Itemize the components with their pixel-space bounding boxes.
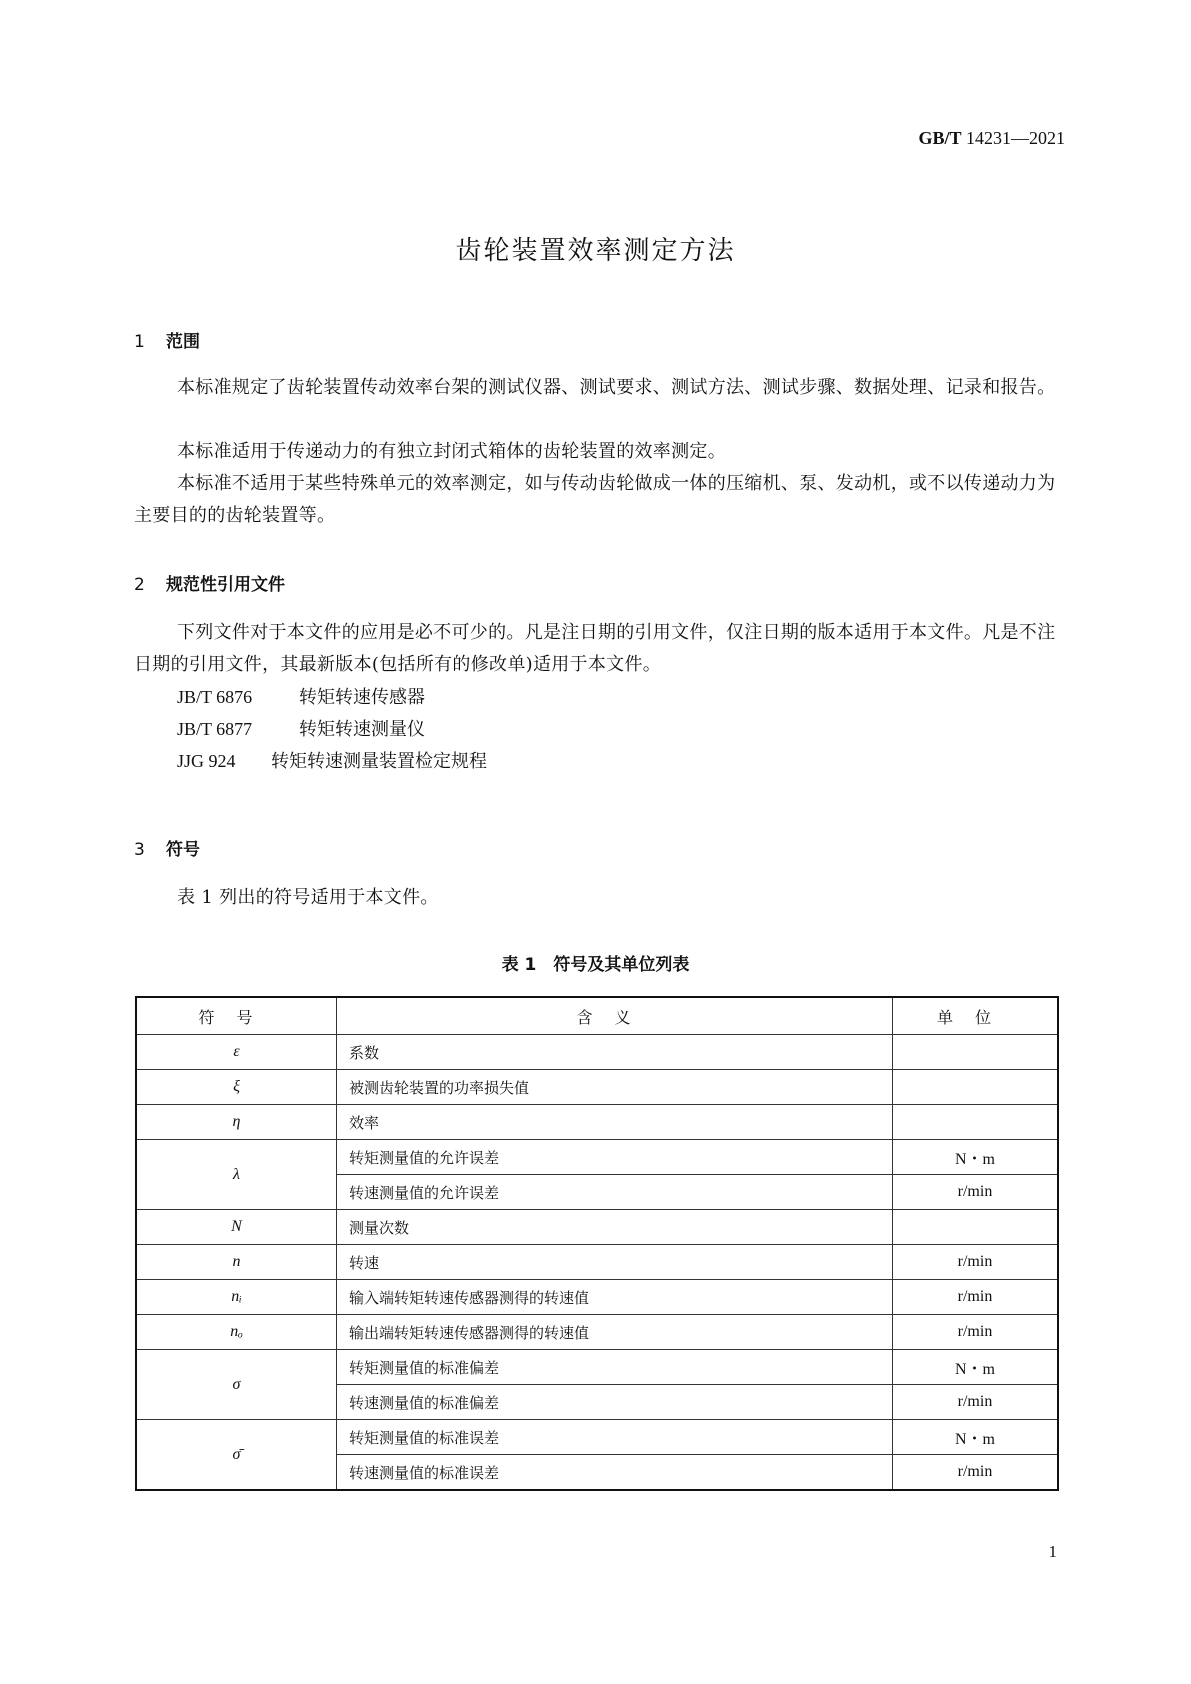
standard-code: 14231—2021 bbox=[966, 128, 1065, 148]
reference-code: JB/T 6877 bbox=[177, 719, 253, 739]
document-title: 齿轮装置效率测定方法 bbox=[455, 236, 736, 266]
unit-cell: r/min bbox=[893, 1175, 1059, 1210]
standard-number bbox=[918, 128, 1065, 149]
paragraph: 下列文件对于本文件的应用是必不可少的。凡是注日期的引用文件，仅注日期的版本适用于本文件。凡是不注日期的引用文件，其最新版本(包括所有的修改单)适用于本文件。 bbox=[134, 622, 1056, 675]
section-number: 1 bbox=[134, 332, 145, 352]
symbol-cell: ε bbox=[136, 1035, 337, 1070]
unit-cell: r/min bbox=[893, 1315, 1059, 1350]
unit-cell bbox=[893, 1105, 1059, 1140]
meaning-cell: 输入端转矩转速传感器测得的转速值 bbox=[337, 1280, 893, 1315]
page-number: 1 bbox=[1048, 1542, 1057, 1561]
section-3-heading bbox=[134, 835, 200, 860]
table-row bbox=[136, 1420, 1058, 1455]
meaning-cell: 转速测量值的允许误差 bbox=[337, 1175, 893, 1210]
meaning-cell: 系数 bbox=[337, 1035, 893, 1070]
reference-name: 转矩转速测量装置检定规程 bbox=[271, 751, 487, 772]
meaning-cell: 转速测量值的标准偏差 bbox=[337, 1385, 893, 1420]
table-row bbox=[136, 1105, 1058, 1140]
symbol-cell: σ̄ bbox=[136, 1420, 337, 1491]
header-meaning: 含义 bbox=[337, 997, 893, 1035]
reference-name: 转矩转速传感器 bbox=[299, 687, 425, 708]
unit-cell bbox=[893, 1035, 1059, 1070]
meaning-cell: 被测齿轮装置的功率损失值 bbox=[337, 1070, 893, 1105]
unit-cell: r/min bbox=[893, 1245, 1059, 1280]
reference-item bbox=[177, 745, 487, 778]
section-title: 范围 bbox=[166, 332, 200, 352]
table-row bbox=[136, 1315, 1058, 1350]
section-title: 符号 bbox=[166, 840, 200, 860]
symbols-table bbox=[135, 996, 1059, 1491]
header-unit: 单位 bbox=[893, 997, 1059, 1035]
meaning-cell: 效率 bbox=[337, 1105, 893, 1140]
meaning-cell: 输出端转矩转速传感器测得的转速值 bbox=[337, 1315, 893, 1350]
paragraph: 本标准规定了齿轮装置传动效率台架的测试仪器、测试要求、测试方法、测试步骤、数据处理、记录和报告。 bbox=[177, 377, 1056, 398]
header-symbol: 符号 bbox=[136, 997, 337, 1035]
reference-code: JB/T 6876 bbox=[177, 687, 253, 707]
standard-prefix: GB/T bbox=[918, 128, 962, 148]
unit-cell: r/min bbox=[893, 1280, 1059, 1315]
table-row bbox=[136, 1245, 1058, 1280]
unit-cell: N・m bbox=[893, 1350, 1059, 1385]
table-caption: 表 1 符号及其单位列表 bbox=[501, 955, 690, 975]
symbol-cell: nₒ bbox=[136, 1315, 337, 1350]
symbol-cell: n bbox=[136, 1245, 337, 1280]
section-2-heading bbox=[134, 570, 285, 595]
symbol-cell: η bbox=[136, 1105, 337, 1140]
table-row bbox=[136, 1280, 1058, 1315]
section-1-heading bbox=[134, 327, 200, 352]
unit-cell: N・m bbox=[893, 1140, 1059, 1175]
paragraph: 本标准适用于传递动力的有独立封闭式箱体的齿轮装置的效率测定。 bbox=[177, 441, 726, 462]
meaning-cell: 测量次数 bbox=[337, 1210, 893, 1245]
meaning-cell: 转速 bbox=[337, 1245, 893, 1280]
unit-cell: r/min bbox=[893, 1455, 1059, 1491]
unit-cell: r/min bbox=[893, 1385, 1059, 1420]
paragraph: 本标准不适用于某些特殊单元的效率测定，如与传动齿轮做成一体的压缩机、泵、发动机，或不以传递动力为主要目的的齿轮装置等。 bbox=[134, 473, 1056, 526]
section-number: 2 bbox=[134, 575, 145, 595]
meaning-cell: 转矩测量值的标准偏差 bbox=[337, 1350, 893, 1385]
section-title: 规范性引用文件 bbox=[166, 575, 285, 595]
table-row bbox=[136, 1210, 1058, 1245]
paragraph: 表 1 列出的符号适用于本文件。 bbox=[177, 887, 439, 908]
reference-item bbox=[177, 713, 425, 746]
table-row bbox=[136, 1350, 1058, 1385]
symbol-cell: σ bbox=[136, 1350, 337, 1420]
table-header-row bbox=[136, 997, 1058, 1035]
unit-cell bbox=[893, 1210, 1059, 1245]
reference-item bbox=[177, 681, 425, 714]
unit-cell: N・m bbox=[893, 1420, 1059, 1455]
meaning-cell: 转矩测量值的标准误差 bbox=[337, 1420, 893, 1455]
symbol-cell: nᵢ bbox=[136, 1280, 337, 1315]
symbol-cell: λ bbox=[136, 1140, 337, 1210]
unit-cell bbox=[893, 1070, 1059, 1105]
meaning-cell: 转矩测量值的允许误差 bbox=[337, 1140, 893, 1175]
table-row bbox=[136, 1035, 1058, 1070]
meaning-cell: 转速测量值的标准误差 bbox=[337, 1455, 893, 1491]
reference-code: JJG 924 bbox=[177, 751, 236, 771]
symbol-cell: N bbox=[136, 1210, 337, 1245]
symbol-cell: ξ bbox=[136, 1070, 337, 1105]
table-row bbox=[136, 1140, 1058, 1175]
table-row bbox=[136, 1070, 1058, 1105]
reference-name: 转矩转速测量仪 bbox=[299, 719, 425, 740]
section-number: 3 bbox=[134, 840, 145, 860]
